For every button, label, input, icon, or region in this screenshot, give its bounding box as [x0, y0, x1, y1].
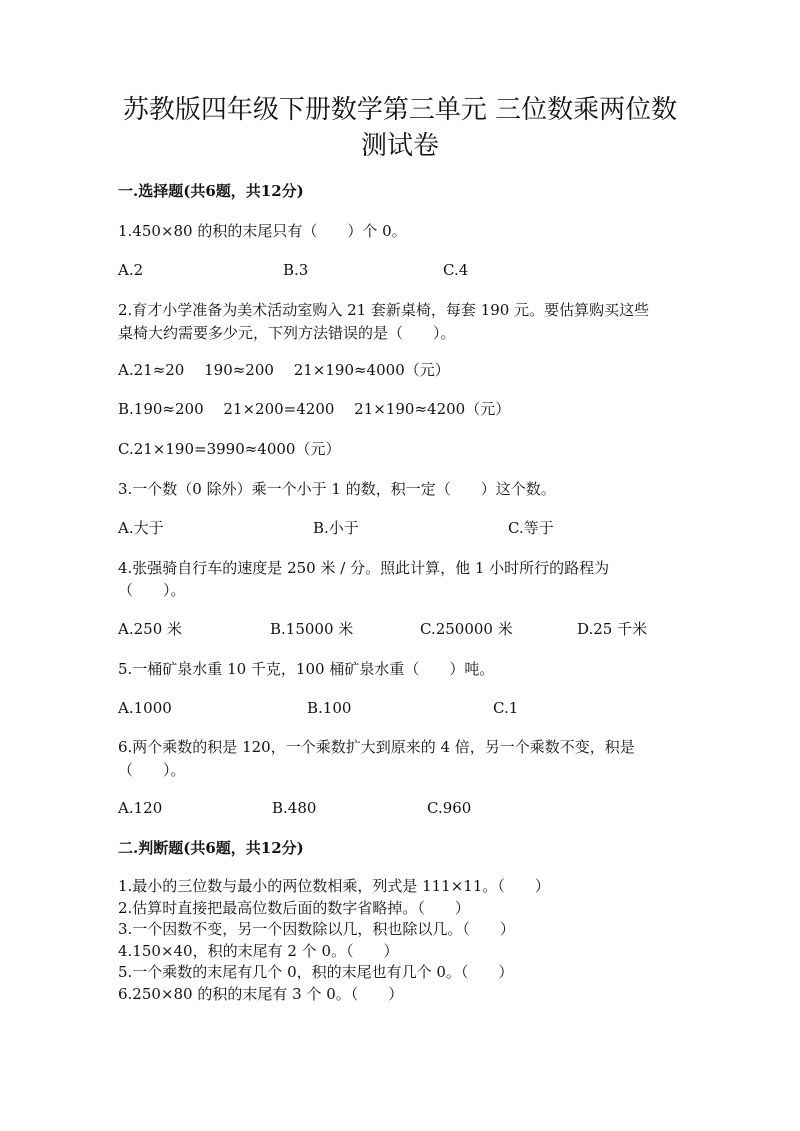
- question-2-option-c: C.21×190=3990≈4000（元）: [118, 440, 341, 458]
- question-3-option-a: A.大于: [118, 519, 164, 537]
- question-6-text-line2: （ ）。: [118, 761, 186, 779]
- question-5-option-c: C.1: [493, 699, 519, 717]
- judgment-item-5: 5.一个乘数的末尾有几个 0，积的末尾也有几个 0。（ ）: [118, 963, 514, 981]
- question-1-option-c: C.4: [443, 261, 469, 279]
- judgment-item-2: 2.估算时直接把最高位数后面的数字省略掉。（ ）: [118, 899, 470, 917]
- question-5-text: 5.一桶矿泉水重 10 千克，100 桶矿泉水重（ ）吨。: [118, 660, 495, 678]
- question-4-text-line2: （ ）。: [118, 581, 186, 599]
- judgment-item-3: 3.一个因数不变，另一个因数除以几，积也除以几。（ ）: [118, 920, 515, 938]
- question-4-option-a: A.250 米: [118, 620, 182, 638]
- question-6-option-a: A.120: [118, 799, 163, 817]
- question-4-option-b: B.15000 米: [270, 620, 354, 638]
- question-5-option-a: A.1000: [118, 699, 172, 717]
- question-2-option-b: B.190≈200 21×200=4200 21×190≈4200（元）: [118, 400, 511, 418]
- question-4-option-d: D.25 千米: [577, 620, 648, 638]
- question-4-text-line1: 4.张强骑自行车的速度是 250 米 / 分。照此计算，他 1 小时所行的路程为: [118, 559, 610, 577]
- question-3-option-c: C.等于: [508, 519, 554, 537]
- section-heading-judgment: 二.判断题(共6题，共12分): [118, 839, 304, 857]
- question-1-option-a: A.2: [118, 261, 144, 279]
- question-3-option-b: B.小于: [313, 519, 359, 537]
- question-2-option-a: A.21≈20 190≈200 21×190≈4000（元）: [118, 361, 450, 379]
- question-6-option-b: B.480: [272, 799, 317, 817]
- judgment-item-4: 4.150×40，积的末尾有 2 个 0。（ ）: [118, 942, 399, 960]
- question-5-option-b: B.100: [307, 699, 352, 717]
- question-2-text-line1: 2.育才小学准备为美术活动室购入 21 套新桌椅，每套 190 元。要估算购买这些: [118, 301, 650, 319]
- page-title-line2: 测试卷: [360, 131, 439, 161]
- section-heading-choice: 一.选择题(共6题，共12分): [118, 182, 304, 200]
- judgment-item-1: 1.最小的三位数与最小的两位数相乘，列式是 111×11。（ ）: [118, 877, 550, 895]
- page-title-line1: 苏教版四年级下册数学第三单元 三位数乘两位数: [122, 95, 678, 125]
- judgment-item-6: 6.250×80 的积的末尾有 3 个 0。（ ）: [118, 985, 404, 1003]
- question-6-text-line1: 6.两个乘数的积是 120，一个乘数扩大到原来的 4 倍，另一个乘数不变，积是: [118, 738, 635, 756]
- question-6-option-c: C.960: [427, 799, 472, 817]
- question-1-text: 1.450×80 的积的末尾只有（ ）个 0。: [118, 222, 407, 240]
- question-3-text: 3.一个数（0 除外）乘一个小于 1 的数，积一定（ ）这个数。: [118, 480, 556, 498]
- question-4-option-c: C.250000 米: [420, 620, 513, 638]
- question-1-option-b: B.3: [283, 261, 309, 279]
- question-2-text-line2: 桌椅大约需要多少元，下列方法错误的是（ ）。: [118, 324, 456, 342]
